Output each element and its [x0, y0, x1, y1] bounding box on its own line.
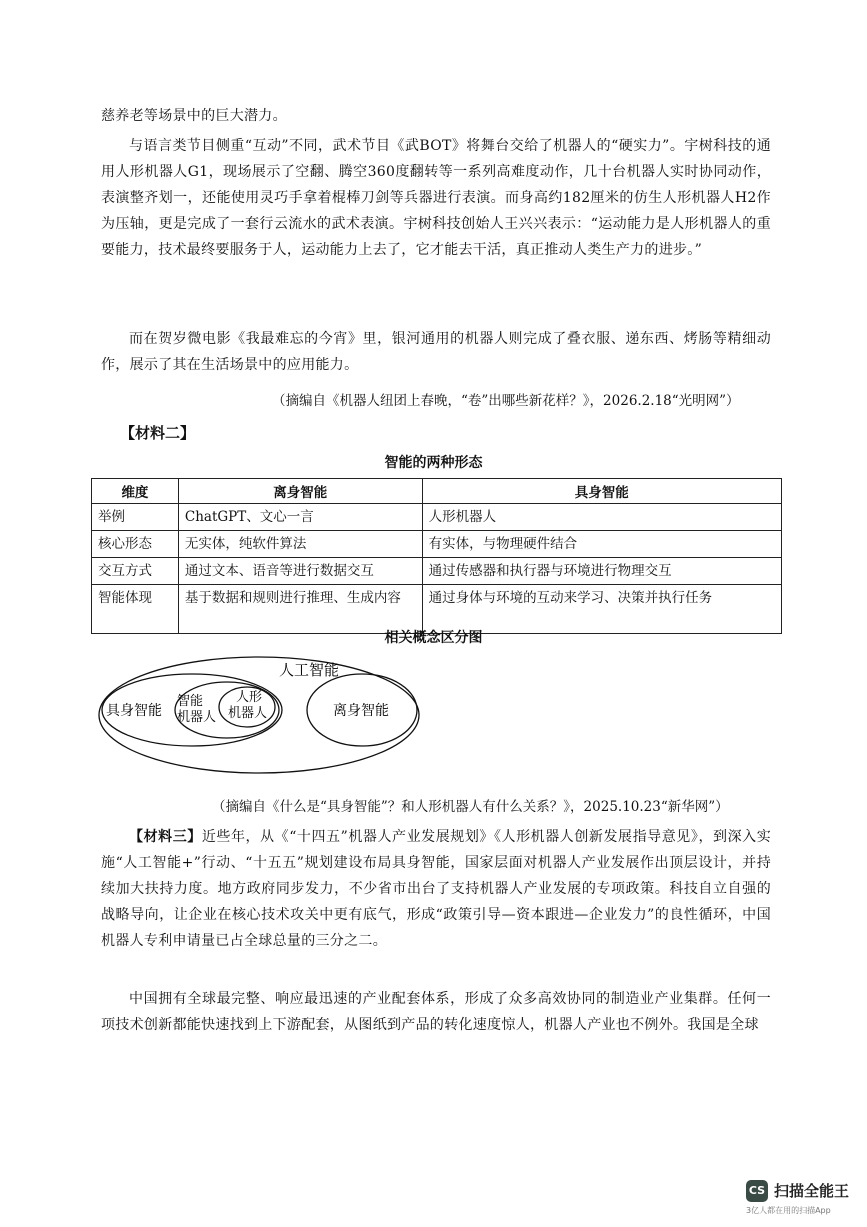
concept-diagram — [97, 655, 422, 780]
embodied-label: 具身智能 — [106, 702, 162, 718]
watermark-name: 扫描全能王 — [774, 1182, 850, 1200]
material2-heading: 【材料二】 — [120, 424, 196, 442]
table-row — [92, 504, 782, 531]
smart-robot-label-line2: 机器人 — [177, 709, 217, 724]
smart-robot-label-line1: 智能 — [177, 693, 204, 708]
humanoid-label-line1: 人形 — [236, 689, 263, 704]
camscanner-icon: CS — [746, 1180, 768, 1202]
paragraph-material3 — [101, 824, 771, 954]
table-cell: 举例 — [92, 504, 179, 531]
disembodied-label: 离身智能 — [333, 702, 389, 718]
table-header-row — [92, 479, 782, 504]
table-header: 离身智能 — [178, 479, 422, 504]
scanner-watermark — [746, 1180, 856, 1220]
table-cell: 无实体，纯软件算法 — [178, 531, 422, 558]
table-title: 智能的两种形态 — [384, 455, 483, 471]
table-row — [92, 558, 782, 585]
paragraph-continuation: 慈养老等场景中的巨大潜力。 — [101, 108, 287, 124]
table-cell: 通过身体与环境的互动来学习、决策并执行任务 — [422, 585, 781, 634]
table-row — [92, 531, 782, 558]
source-citation-2: （摘编自《什么是“具身智能”？和人形机器人有什么关系？》，2025.10.23“新华网”） — [212, 799, 729, 815]
paragraph-industry: 中国拥有全球最完整、响应最迅速的产业配套体系，形成了众多高效协同的制造业产业集群。任何一项技术创新都能快速找到上下游配套，从图纸到产品的转化速度惊人，机器人产业也不例外。我国是全球 — [101, 991, 771, 1033]
source-citation-1: （摘编自《机器人纽团上春晚，“卷”出哪些新花样？》，2026.2.18“光明网”） — [272, 393, 740, 409]
table-cell: ChatGPT、文心一言 — [178, 504, 422, 531]
table-header: 维度 — [92, 479, 179, 504]
table-cell: 通过文本、语音等进行数据交互 — [178, 558, 422, 585]
ai-label: 人工智能 — [279, 662, 340, 679]
table-cell: 通过传感器和执行器与环境进行物理交互 — [422, 558, 781, 585]
material3-heading: 【材料三】 — [129, 829, 202, 845]
table-cell: 人形机器人 — [422, 504, 781, 531]
watermark-tagline: 3亿人都在用的扫描App — [746, 1206, 831, 1215]
material3-text: 近些年，从《“十四五”机器人产业发展规划》《人形机器人创新发展指导意见》，到深入实施“人工智能+”行动、“十五五”规划建设布局具身智能，国家层面对机器人产业发展作出顶层设计，并持续加大扶持力度。地方政府同步发力，不少省市出台了支持机器人产业发展的专项政策。科技自立自强的战略导向，让企业在核心技术攻关中更有底气，形成“政策引导—资本跟进—企业发力”的良性循环，中国机器人专利申请量已占全球总量的三分之二。 — [101, 829, 771, 949]
table-cell: 有实体，与物理硬件结合 — [422, 531, 781, 558]
table-cell: 核心形态 — [92, 531, 179, 558]
diagram-title: 相关概念区分图 — [384, 630, 483, 646]
paragraph-wubot: 与语言类节目侧重“互动”不同，武术节目《武BOT》将舞台交给了机器人的“硬实力”。宇树科技的通用人形机器人G1，现场展示了空翻、腾空360度翻转等一系列高难度动作，几十台机器人实时协同动作，表演整齐划一，还能使用灵巧手拿着棍棒刀剑等兵器进行表演。而身高约182厘米的仿生人形机器人H2作为压轴，更是完成了一套行云流水的武术表演。宇树科技创始人王兴兴表示：“运动能力是人形机器人的重要能力，技术最终要服务于人，运动能力上去了，它才能去干活，真正推动人类生产力的进步。” — [101, 138, 771, 258]
table-cell: 基于数据和规则进行推理、生成内容 — [178, 585, 422, 634]
comparison-table — [91, 478, 782, 634]
table-cell: 交互方式 — [92, 558, 179, 585]
humanoid-label-line2: 机器人 — [228, 705, 268, 720]
paragraph-film: 而在贺岁微电影《我最难忘的今宵》里，银河通用的机器人则完成了叠衣服、递东西、烤肠等精细动作，展示了其在生活场景中的应用能力。 — [101, 331, 771, 373]
table-cell: 智能体现 — [92, 585, 179, 634]
table-header: 具身智能 — [422, 479, 781, 504]
